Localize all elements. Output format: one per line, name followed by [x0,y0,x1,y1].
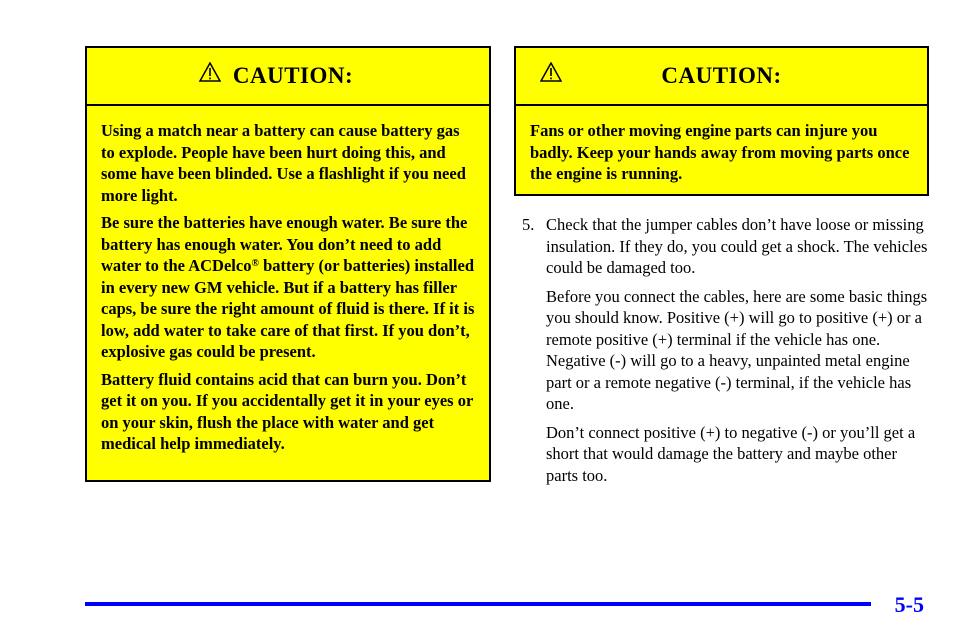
footer-rule [85,602,871,606]
step-number: 5. [522,215,535,234]
step-text [546,214,932,486]
step-paragraph: Before you connect the cables, here are some basic things you should know. Positive (+) will go to positive (+) or a remote positive (+) terminal if the vehicle has one. Negative (-) will go to a heavy, unpainted metal engine part or a remote negative (-) terminal, if the vehicle has one. [546,286,928,413]
caution-paragraph: Using a match near a battery can cause battery gas to explode. People have been hurt doing this, and some have been blinded. Use a flashlight if you need more light. [101,121,466,205]
caution-box-battery [85,46,491,482]
caution-paragraph: Battery fluid contains acid that can burn you. Don’t get it on you. If you accidentally get it in your eyes or on your skin, flush the place with water and get medical help immediately. [101,369,473,453]
step-paragraph: Check that the jumper cables don’t have loose or missing insulation. If they do, you could get a shock. The vehicles could be damaged too. [546,215,928,277]
warning-triangle-icon [540,62,562,82]
caution-title: CAUTION: [661,63,782,88]
caution-header [516,48,927,106]
step-paragraph: Don’t connect positive (+) to negative (-) or you’ll get a short that would damage the battery and maybe other parts too. [546,422,916,485]
warning-triangle-icon [199,62,221,82]
step-item [522,214,932,493]
caution-paragraph: Fans or other moving engine parts can injure you badly. Keep your hands away from moving parts once the engine is running. [530,121,910,183]
page-number: 5-5 [894,592,924,617]
caution-header [87,48,489,106]
caution-body [87,106,489,467]
caution-title: CAUTION: [232,63,354,88]
caution-paragraph: Be sure the batteries have enough water. Be sure the battery has enough water. You don’t need to add water to the ACDelco® battery (or batteries) installed in every new GM vehicle. But if a battery has filler caps, be sure the right amount of fluid is there. If it is low, add water to take care of that first. If you don’t, explosive gas could be present. [101,213,475,361]
registered-mark: ® [251,258,259,269]
caution-body [516,106,927,197]
caution-box-fans [514,46,929,196]
